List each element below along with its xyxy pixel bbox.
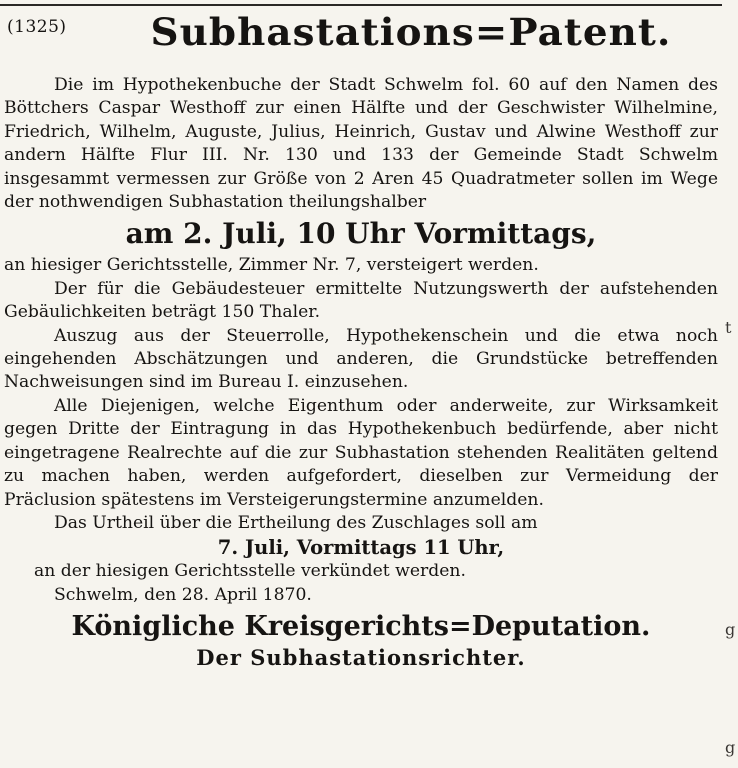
notice-title: Subhastations=Patent.: [150, 10, 672, 54]
adjacent-column-fragment: t: [725, 318, 732, 337]
paragraph-claims: Alle Diejenigen, welche Eigenthum oder anderweite, zur Wirksamkeit gegen Dritte der Eintragung in das Hypothekenbuch bedürfende, aber nicht eingetragene Realrechte auf die zur Subhastation stehenden Realitäten geltend zu machen haben, werden aufgefordert, dieselben zur Vermeidung der Präclusion spätestens im Versteigerungstermine anzumelden.: [4, 395, 718, 510]
ad-number: (1325): [7, 17, 67, 37]
paragraph-verdict: Das Urtheil über die Ertheilung des Zuschlages soll am: [54, 512, 538, 533]
paragraph-property: Die im Hypothekenbuche der Stadt Schwelm fol. 60 auf den Namen des Böttchers Caspar Westhoff zur einen Hälfte und der Geschwister Wilhelmine, Friedrich, Wilhelm, Auguste, Julius, Heinrich, Gustav und Alwine Westhoff zur andern Hälfte Flur III. Nr. 130 und 133 der Gemeinde Stadt Schwelm insgesammt vermessen zur Größe von 2 Aren 45 Quadratmeter sollen im Wege der nothwendigen Subhastation theilungshalber: [4, 75, 718, 213]
adjacent-column-fragment: g: [725, 738, 736, 757]
signature-authority: Königliche Kreisgerichts=Deputation.: [71, 611, 651, 643]
verdict-date: 7. Juli, Vormittags 11 Uhr,: [217, 536, 505, 560]
auction-place: an hiesiger Gerichtsstelle, Zimmer Nr. 7, versteigert werden.: [4, 255, 539, 276]
verdict-place: an der hiesigen Gerichtsstelle verkündet werden.: [34, 561, 466, 582]
place-date: Schwelm, den 28. April 1870.: [54, 584, 312, 605]
auction-date: am 2. Juli, 10 Uhr Vormittags,: [125, 217, 597, 251]
notice-body: [4, 74, 718, 671]
adjacent-column-fragment: g: [725, 620, 736, 639]
paragraph-documents: Auszug aus der Steuerrolle, Hypothekenschein und die etwa noch eingehenden Abschätzungen und anderen, die Grundstücke betreffenden Nachweisungen sind im Bureau I. einzusehen.: [4, 325, 718, 393]
signature-official: Der Subhastationsrichter.: [196, 645, 526, 671]
paragraph-usage-value: Der für die Gebäudesteuer ermittelte Nutzungswerth der aufstehenden Gebäulichkeiten beträgt 150 Thaler.: [4, 278, 718, 323]
